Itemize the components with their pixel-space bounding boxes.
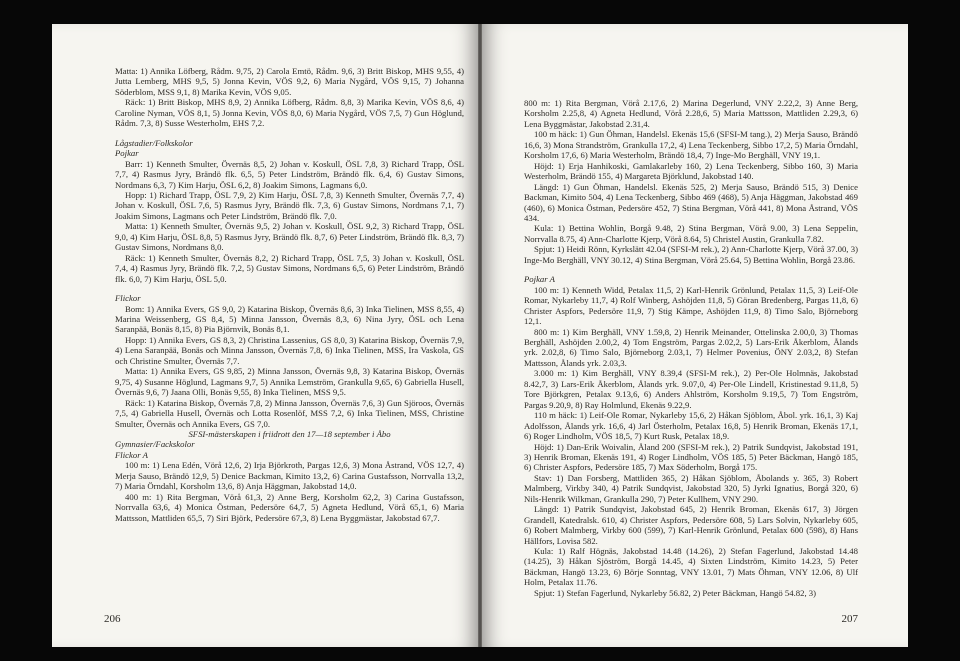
result-paragraph: Spjut: 1) Heidi Rönn, Kyrkslätt 42.04 (SFSI-M rek.), 2) Ann-Charlotte Kjerp, Vörå 37.00, 3) Inge-Mo Berghäll, VNY 30.12, 4) Stina Bergman, Vörå 25.64, 5) Bettina Wohlin, Borgå 23.86. bbox=[524, 244, 858, 265]
result-paragraph: Hopp: 1) Richard Trapp, ÖSL 7,9, 2) Kim Harju, ÖSL 7,8, 3) Kenneth Smulter, Övernäs 7,7, 4) Johan v. Koskull, ÖSL 7,6, 5) Rasmus Jyry, Brändö flk. 7,3, 6) Gustav Simons, Nordmans 7,1, 7) Joakim Simons, Lagmans och Peter Lindström, Brändö flk. 7,0. bbox=[115, 189, 464, 221]
result-paragraph: Höjd: 1) Dan-Erik Woivalin, Åland 200 (SFSI-M rek.), 2) Patrik Sundqvist, Jakobstad 191, 3) Henrik Broman, Ekenäs 191, 4) Roger Lindholm, VÖS 185, 5) Peter Bäckman, Hangö 185, 6) Christer Aspfors, Pedersöre 185, 7) Max Söderholm, Borgå 175. bbox=[524, 441, 858, 473]
result-paragraph: Längd: 1) Patrik Sundqvist, Jakobstad 645, 2) Henrik Broman, Ekenäs 617, 3) Jörgen Grandell, Katedralsk. 610, 4) Christer Aspfors, Pedersöre 608, 5) Lars Solvin, Nykarleby 605, 6) Robert Malmberg, Virkby 600 (599), 7) Karl-Henrik Grönlund, Petalax 600 (598), 8) Hans Hällfors, Lovisa 582. bbox=[524, 504, 858, 546]
result-paragraph: Räck: 1) Katarina Biskop, Övernäs 7,8, 2) Minna Jansson, Övernäs 7,6, 3) Gun Sjöroos, Övernäs 7,5, 4) Gabriella Husell, Övernäs och Lotta Rosenlöf, MSS 7,2, 6) Inka Tielinen, MSS, Christine Smulter, Övernäs och Annika Evers, GS 7,0. bbox=[115, 397, 464, 429]
section-heading: Flickor A bbox=[115, 449, 148, 460]
result-paragraph: Matta: 1) Kenneth Smulter, Övernäs 9,5, 2) Johan v. Koskull, ÖSL 9,2, 3) Richard Trapp, ÖSL 9,0, 4) Kim Harju, ÖSL 8,8, 5) Rasmus Jyry, Brändö flk. 8,7, 6) Peter Lindström, Brändö flk. 8,3, 7) Gustav Simons, Nordmans 8,0. bbox=[115, 221, 464, 253]
result-paragraph: 110 m häck: 1) Leif-Ole Romar, Nykarleby 15,6, 2) Håkan Sjöblom, Åbol. yrk. 16,1, 3) Kaj Adolfsson, Ålands yrk. 16,6, 4) Jarl Österholm, Petalax 16,8, 5) Henrik Broman, Ekenäs 17,1, 6) Roger Lindholm, VÖS 18,5, 7) Kurt Rusk, Petalax 18,9. bbox=[524, 410, 858, 442]
section-heading: Pojkar bbox=[115, 148, 139, 159]
result-paragraph: 100 m häck: 1) Gun Öhman, Handelsl. Ekenäs 15,6 (SFSI-M tang.), 2) Merja Sauso, Brändö 16,6, 3) Mona Strandström, Grankulla 17,2, 4) Lena Teckenberg, Sibbo 17,2, 5) Maria Örndahl, Korsholm 17,6, 6) Maria Westerholm, Brändö 18,4, 7) Inge-Mo Berghäll, VNY 19,1. bbox=[524, 129, 858, 161]
result-paragraph: Höjd: 1) Erja Hanhikoski, Gamlakarleby 160, 2) Lena Teckenberg, Sibbo 160, 3) Maria Westerholm, Brändö 155, 4) Margareta Björklund, Jakobstad 140. bbox=[524, 160, 858, 182]
result-paragraph: Kula: 1) Ralf Högnäs, Jakobstad 14.48 (14.26), 2) Stefan Fagerlund, Jakobstad 14.48 (14.25), 3) Håkan Sjöström, Borgå 14.45, 4) Sixten Lindström, Kimito 14.23, 5) Peter Bäckman, Hangö 13.23, 6) Börje Sonntag, VNY 13.01, 7) Mats Öhman, VNY 12.06, 8) Ulf Holm, Petalax 11.76. bbox=[524, 546, 858, 588]
right-text-column bbox=[524, 98, 858, 598]
section-heading: Lågstadier/Folkskolor bbox=[115, 137, 193, 148]
result-paragraph: Kula: 1) Bettina Wohlin, Borgå 9.48, 2) Stina Bergman, Vörå 9.00, 3) Lena Seppelin, Norrvalla 8.75, 4) Ann-Charlotte Kjerp, Vörå 8.64, 5) Christel Austin, Grankulla 7.82. bbox=[524, 223, 858, 244]
result-paragraph: Räck: 1) Britt Biskop, MHS 8,9, 2) Annika Löfberg, Rådm. 8,8, 3) Marika Kevin, VÖS 8,6, 4) Caroline Nyman, VÖS 8,1, 5) Jonna Kevin, VÖS 8,0, 6) Maria Nygård, VÖS 7,5, 7) Gun Höglund, Rådm. 7,3, 8) Susse Westerholm, EHS 7,2. bbox=[115, 97, 464, 129]
event-heading: SFSI-mästerskapen i friidrott den 17—18 september i Åbo bbox=[188, 428, 391, 439]
right-page bbox=[482, 24, 908, 647]
result-paragraph: Längd: 1) Gun Öhman, Handelsl. Ekenäs 525, 2) Merja Sauso, Brändö 515, 3) Denice Backman, Kimito 504, 4) Lena Teckenberg, Sibbo 469 (468), 5) Anja Häggman, Jakobstad 469 (460), 6) Monica Östman, Pedersöre 452, 7) Stina Bergman, Vörå 441, 8) Mona Åstrand, VÖS 434. bbox=[524, 181, 858, 223]
page-number-right: 207 bbox=[841, 613, 858, 625]
result-paragraph: 800 m: 1) Rita Bergman, Vörå 2.17,6, 2) Marina Degerlund, VNY 2.22,2, 3) Anne Berg, Korsholm 2.25,8, 4) Agneta Hedlund, Vörå 2.28,6, 5) Maria Mattsson, Mattliden 2.29,3, 6) Lena Byggmästar, Jakobstad 2.31,4. bbox=[524, 98, 858, 129]
left-text-column bbox=[115, 66, 464, 523]
result-paragraph: Bom: 1) Annika Evers, GS 9,0, 2) Katarina Biskop, Övernäs 8,6, 3) Inka Tielinen, MSS 8,55, 4) Marina Weissenberg, GS 8,4, 5) Minna Jansson, Övernäs 8,3, 6) Nina Jyry, ÖSL och Lena Saranpää, Bonäs 8,15, 8) Pia Björnvik, Bonäs 8,1. bbox=[115, 303, 464, 335]
result-paragraph: 100 m: 1) Kenneth Widd, Petalax 11,5, 2) Karl-Henrik Grönlund, Petalax 11,5, 3) Leif-Ole Romar, Nykarleby 11,7, 4) Rolf Winberg, Ashöjden 11,8, 5) Göran Bredenberg, Pargas 11,8, 6) Christer Aspfors, Pedersöre 11,9, 7) Stig Kämpe, Ashöjden 11,9, 8) Timo Salo, Björneborg 12,1. bbox=[524, 284, 858, 327]
result-paragraph: Stav: 1) Dan Forsberg, Mattliden 365, 2) Håkan Sjöblom, Åbolands y. 365, 3) Robert Malmberg, Virkby 340, 4) Patrik Sundqvist, Jakobstad 320, 5) Jyrki Ignatius, Borgå 320, 6) Nils-Henrik Wilkman, Grankulla 290, 7) Peter Kullhem, VNY 290. bbox=[524, 472, 858, 504]
result-paragraph: 400 m: 1) Rita Bergman, Vörå 61,3, 2) Anne Berg, Korsholm 62,2, 3) Carina Gustafsson, Norrvalla 63,6, 4) Monica Östman, Pedersöre 64,7, 5) Agneta Hedlund, Vörå 65,1, 6) Maria Mattsson, Mattliden 65,5, 7) Siri Björk, Pedersöre 67,3, 8) Lena Byggmästar, Jakobstad 67,7. bbox=[115, 491, 464, 523]
result-paragraph: 3.000 m: 1) Kim Berghäll, VNY 8.39,4 (SFSI-M rek.), 2) Per-Ole Holmnäs, Jakobstad 8.42,7, 3) Lars-Erik Åkerblom, Ålands yrk. 9.07,0, 4) Per-Ole Lindell, Kristinestad 9.11,8, 5) Tore Björkgren, Petalax 9.13,6, 6) Anders Ahlström, Korsholm 9.19,5, 7) Tom Engström, Pargas 9.20,9, 8) Ray Holmlund, Ekenäs 9.22,9. bbox=[524, 368, 858, 410]
result-paragraph: Matta: 1) Annika Löfberg, Rådm. 9,75, 2) Carola Emtö, Rådm. 9,6, 3) Britt Biskop, MHS 9,55, 4) Jutta Lemberg, MHS 9,5, 5) Jonna Kevin, VÖS 9,2, 6) Maria Nygård, VÖS 9,15, 7) Johanna Söderblom, MSS 9,1, 8) Marika Kevin, VÖS 9,05. bbox=[115, 66, 464, 97]
page-number-left: 206 bbox=[104, 613, 121, 625]
section-heading: Gymnasier/Fackskolor bbox=[115, 439, 195, 450]
section-heading: Flickor bbox=[115, 293, 141, 304]
result-paragraph: Räck: 1) Kenneth Smulter, Övernäs 8,2, 2) Richard Trapp, ÖSL 7,5, 3) Johan v. Koskull, ÖSL 7,4, 4) Rasmus Jyry, Brändö flk. 7,2, 5) Gustav Simons, Nordmans 6,5, 6) Peter Lindström, Brändö flk. 6,0, 7) Kim Harju, ÖSL 5,0. bbox=[115, 252, 464, 284]
result-paragraph: Hopp: 1) Annika Evers, GS 8,3, 2) Christina Lassenius, GS 8,0, 3) Katarina Biskop, Övernäs 7,9, 4) Lena Saranpää, Bonäs och Minna Jansson, Övernäs 7,8, 6) Inka Tielinen, MSS, Ira Vaskola, GS och Christine Smulter, Övernäs 7,7. bbox=[115, 334, 464, 366]
result-paragraph: 100 m: 1) Lena Edén, Vörå 12,6, 2) Irja Björkroth, Pargas 12,6, 3) Mona Åstrand, VÖS 12,7, 4) Merja Sauso, Brändö 12,9, 5) Denice Backman, Kimito 13,2, 6) Carina Gustafsson, Norrvalla 13,2, 7) Maria Örndahl, Korsholm 13,6, 8) Anja Häggman, Jakobstad 14,0. bbox=[115, 460, 464, 492]
result-paragraph: Barr: 1) Kenneth Smulter, Övernäs 8,5, 2) Johan v. Koskull, ÖSL 7,8, 3) Richard Trapp, ÖSL 7,7, 4) Rasmus Jyry, Brändö flk. 6,5, 5) Peter Lindström, Brändö flk. 6,4, 6) Gustav Simons, Nordmans 6,3, 7) Kim Harju, ÖSL 6,2, 8) Joakim Simons, Lagmans 6,0. bbox=[115, 158, 464, 190]
section-heading: Pojkar A bbox=[524, 274, 555, 285]
result-paragraph: 800 m: 1) Kim Berghäll, VNY 1.59,8, 2) Henrik Meinander, Ottelinska 2.00,0, 3) Thomas Berghäll, Ashöjden 2.00,2, 4) Tom Engström, Pargas 2.02,2, 5) Lars-Erik Åkerblom, Ålands yrk. 2.02,8, 6) Timo Salo, Björneborg 2.03,1, 7) Helmer Povenius, ÖNY 2.03,2, 8) Stefan Mattsson, Ålands yrk. 2.03,3. bbox=[524, 326, 858, 368]
result-paragraph: Matta: 1) Annika Evers, GS 9,85, 2) Minna Jansson, Övernäs 9,8, 3) Katarina Biskop, Övernäs 9,75, 4) Susanne Höglund, Lagmans 9,7, 5) Annika Lemström, Grankulla 9,65, 6) Gabriella Husell, Övernäs 9,6, 7) Jaana Olli, Bonäs 9,55, 8) Inka Tielinen, MSS 9,5. bbox=[115, 366, 464, 398]
result-paragraph: Spjut: 1) Stefan Fagerlund, Nykarleby 56.82, 2) Peter Bäckman, Hangö 54.82, 3) bbox=[534, 587, 817, 598]
left-page bbox=[52, 24, 478, 647]
